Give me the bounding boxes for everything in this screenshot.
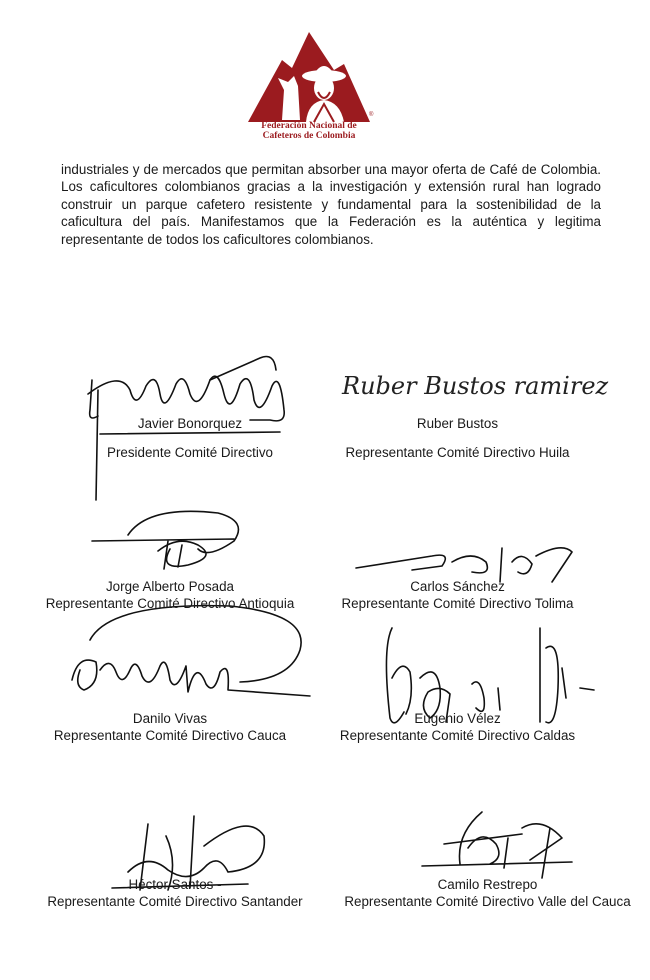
signature-block-hector — [25, 876, 325, 910]
logo-wordmark — [244, 121, 374, 141]
signature-block-danilo — [30, 710, 310, 744]
mountain-emblem-icon — [244, 30, 374, 125]
signature-block-eugenio — [320, 710, 595, 744]
signatory-role: Representante Comité Directivo Tolima — [341, 596, 574, 611]
signature-block-camilo — [330, 876, 645, 910]
signature-scrawl-5 — [70, 600, 320, 710]
body-paragraph: industriales y de mercados que permitan absorber una mayor oferta de Café de Colombia. Los caficultores colombianos gracias a la investigación y extensión rural han logrado construir un parque cafetero resistente y fundamental para la sostenibilidad de la caficultura del país. Manifestamos que la Federación es la auténtica y legitima representante de todos los caficultores colombianos. — [61, 162, 601, 247]
logo-line-2: Cafeteros de Colombia — [262, 131, 356, 141]
signatory-role: Representante Comité Directivo Antioquia — [45, 596, 295, 611]
federation-logo — [244, 30, 374, 145]
signatory-name: Camilo Restrepo — [437, 877, 538, 892]
signature-block-jorge — [25, 578, 315, 612]
signatory-name: Eugenio Vélez — [414, 711, 501, 726]
signatory-name: Ruber Bustos — [416, 416, 499, 431]
signatory-role: Representante Comité Directivo Santander — [47, 894, 303, 909]
signatory-role: Representante Comité Directivo Caldas — [339, 728, 576, 743]
signatory-role: Presidente Comité Directivo — [107, 445, 273, 460]
signatory-name: Héctor Santos - — [128, 877, 222, 892]
signature-block-javier — [70, 415, 310, 461]
signatory-name: Carlos Sánchez — [410, 579, 505, 594]
signatory-name: Danilo Vivas — [132, 711, 208, 726]
signatory-role: Representante Comité Directivo Valle del Cauca — [344, 894, 631, 909]
signature-block-carlos — [320, 578, 595, 612]
signature-block-ruber — [325, 415, 590, 461]
signatory-name: Javier Bonorquez — [137, 416, 243, 431]
registered-mark: ® — [369, 112, 374, 118]
handwritten-signature-ruber: Ruber Bustos ramirez — [342, 372, 609, 400]
signatory-role: Representante Comité Directivo Huila — [345, 445, 570, 460]
signatory-name: Jorge Alberto Posada — [105, 579, 235, 594]
signatory-role: Representante Comité Directivo Cauca — [53, 728, 287, 743]
logo-line-1: Federación Nacional de — [261, 121, 357, 131]
signature-scrawl-3 — [88, 505, 258, 575]
